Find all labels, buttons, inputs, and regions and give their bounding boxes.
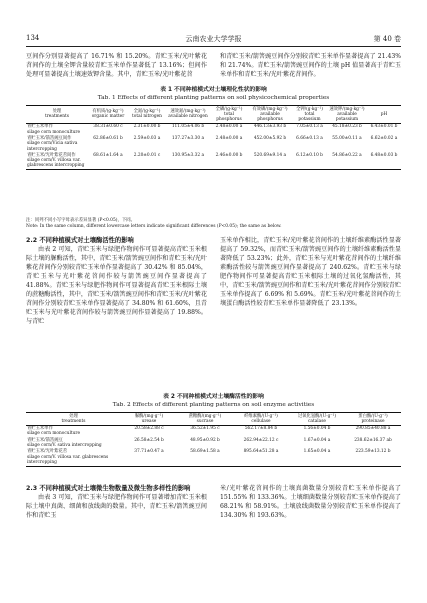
table2-header-3: 纤维素酶/(U·g⁻¹) cellulase [233,413,289,426]
section-heading-2-3: 2.3 不同种植模式对土壤微生物数量及微生物多样性的影响 [26,485,191,492]
table2-header-5: 蛋白酶/(U·g⁻¹) proteinase [345,413,401,426]
table1-header-7: 速效钾/(mg·kg⁻¹) available potassium [327,106,367,124]
table-cell: 6.48±0.03 b [367,152,401,169]
table2-caption: 表 2 不同种植模式对土壤酶活性的影响 Tab. 2 Effects of different planting patterns on soil enzyme activities [112,394,315,408]
table-cell: 137.27±3.30 a [171,135,205,141]
top-right-column [220,52,401,79]
table-cell: 45.18±0.23 b [332,124,362,130]
table-cell: 36.52±1.95 c [190,426,220,432]
table1-note [26,218,401,230]
page-number: 134 [26,34,40,42]
volume-label: 第 40 卷 [373,35,401,43]
row-label: 青贮玉米/光叶紫花苕 silage corn/V. villosa var. glabrescens intercropping [26,449,121,466]
table1-header-5: 有效磷/(mg·kg⁻¹) available phosphorus [248,106,292,124]
table-cell: 26.58±2.54 b [134,437,164,443]
table1-header-1: 有机质/(g·kg⁻¹) organic matter [88,106,128,124]
table-cell: 895.64±51.28 a [233,449,289,466]
table-cell: 6.62±0.02 a [370,135,398,141]
table-row [26,425,401,437]
table-cell: 2.48±0.00 a [215,135,243,141]
row-label: 青贮玉米/箭筈豌豆 silage corn/V. sativa intercropping [27,437,102,448]
table1-header-8: pH [367,106,401,124]
table-cell: 55.00±0.11 a [332,135,362,141]
table-cell: 262.94±22.12 c [243,437,279,443]
header-rule [26,46,401,47]
table-cell: 238.62±16.37 ab [354,437,392,443]
table-cell: 6.66±0.13 a [296,135,323,141]
soil-properties-table [26,105,401,170]
table-cell: 20.58±2.88 c [134,426,164,432]
table-cell: 7.05±0.13 a [296,124,323,130]
table-cell: 2.46±0.00 b [210,152,248,169]
row-label: 青贮玉米/光叶紫花苕间作 silage corn/V. villosa var. glabrescens intercropping [26,152,88,169]
table-cell: 562.17±8.84 b [244,426,278,432]
table-cell: 446.13±3.93 b [253,124,287,130]
table-cell: 520.69±9.14 a [248,152,292,169]
table1-caption: 表 1 不同种植模式对土壤理化性状的影响 Tab. 1 Effects of different planting patterns on soil physicochemical properties [97,87,330,101]
table2-header-1: 脲酶/(mg·g⁻¹) urease [121,413,177,426]
table1-header-0: 处理 treatments [26,106,88,124]
table-cell: 130.95±3.32 a [166,152,210,169]
table-row [26,449,401,466]
table-cell: 2.31±0.00 b [133,124,161,130]
table-cell: 48.95±0.92 b [190,437,220,443]
table-cell: 62.86±0.61 b [93,135,123,141]
table1-header-4: 全磷/(g·kg⁻¹) total phosphorus [210,106,248,124]
table-row [26,135,401,152]
sec23-right-paragraph: 米/光叶紫花苕间作的土壤真菌数量分别较青贮玉米单作提高了 151.55% 和 133.36%。土壤细菌数量分别较青贮玉米单作提高了 68.21% 和 58.91%。土壤放线菌数量分别较青贮玉米单作提高了 134.30% 和 193.63%。 [220,485,401,519]
table1-header-6: 全钾/(g·kg⁻¹) total potassium [292,106,327,124]
table-cell: 2.20±0.01 c [128,152,166,169]
journal-name: 云南农业大学学报 [185,35,242,43]
enzyme-activity-table [26,412,401,467]
table-cell: 290.85±40.88 a [355,426,391,432]
table1-header-3: 速效氮/(mg·kg⁻¹) available nitrogen [166,106,210,124]
row-label: 青贮玉米单作 silage corn monoculture [27,426,81,437]
table-cell: 452.00±5.92 b [253,135,287,141]
table2-header-2: 蔗糖酶/(mg·g⁻¹) sucrase [177,413,233,426]
table1-note-cn: 注：同列不同小写字母表示差异显著 (P<0.05)，下同。 [26,218,136,223]
sec22-right-column [220,236,401,308]
top-left-paragraph: 豆间作分别显著提高了 16.71% 和 15.20%。青贮玉米/光叶紫花苕间作的土壤全钾含量较青贮玉米单作显著低了 13.16%；但间作处理可显著提高土壤速效钾含量。其中，青贮玉米/光叶紫花苕 [26,53,207,78]
table-cell: 1.56±0.04 b [303,426,331,432]
table2-header-4: 过氧化氢酶/(U·g⁻¹) catalase [289,413,345,426]
table2-header-0: 处理 treatments [26,413,121,426]
table-cell: 6.43±0.01 b [370,124,398,130]
sec23-right-column [220,484,401,520]
sec22-left-paragraph: 由表 2 可知，青贮玉米与绿肥作物间作可显著提高青贮玉米根际土壤的脲酶活性，其中，青贮玉米/箭筈豌豆间作和青贮玉米/光叶紫花苕间作分别较青贮玉米单作显著提高了 30.42% 和 85.04%，青贮玉米与光叶紫花苕间作较与箭筈豌豆间作显著提高了 41.88%。青贮玉米与绿肥作物间作可显著提高青贮玉米根际土壤的蔗糖酶活性，其中，青贮玉米/箭筈豌豆间作和青贮玉米/光叶紫花苕间作分别较青贮玉米单作显著提高了 34.80% 和 61.60%，且青贮玉米与光叶紫花苕间作较与箭筈豌豆间作显著提高了 19.88%。与青贮 [26,246,207,325]
sec23-left-paragraph: 由表 3 可知，青贮玉米与绿肥作物间作可显著增加青贮玉米根际土壤中真菌、细菌和放线菌的数量。其中，青贮玉米/箭筈豌豆间作和青贮玉 [26,494,207,519]
table-cell: 37.71±0.47 a [121,449,177,466]
table-cell: 2.48±0.00 a [215,124,243,130]
row-label: 青贮玉米单作 silage corn monoculture [27,124,81,135]
table1-note-en: Note: In the same column, different lowercase letters indicate significant differences (P<0.05); the same as below. [26,224,282,229]
table-cell: 1.67±0.04 a [303,437,331,443]
top-left-column [26,52,207,79]
table-cell: 111.05±4.06 b [171,124,205,130]
table-row [26,152,401,169]
table-cell: 2.59±0.03 a [133,135,161,141]
top-right-paragraph: 和青贮玉米/箭筈豌豆间作分别较青贮玉米单作显著提高了 21.43% 和 21.74%。青贮玉米/箭筈豌豆间作的土壤 pH 值显著高于青贮玉米单作和青贮玉米/光叶紫花苕间作。 [220,53,401,78]
sec22-left-column [26,236,207,326]
table-cell: 68.61±1.64 a [88,152,128,169]
table-cell: 54.86±0.22 a [327,152,367,169]
section-heading-2-2: 2.2 不同种植模式对土壤酶活性的影响 [26,237,134,244]
sec22-right-paragraph: 玉米单作相比，青贮玉米/光叶紫花苕间作的土壤纤维素酶活性显著提高了 59.32%，而青贮玉米/箭筈豌豆间作的土壤纤维素酶活性显著降低了 53.23%；此外，青贮玉米与光叶紫花苕间作的土壤纤维素酶活性较与箭筈豌豆间作显著提高了 240.62%。青贮玉米与绿肥作物间作可显著提高青贮玉米根际土壤的过氧化氢酶活性，其中，青贮玉米/箭筈豌豆间作和青贮玉米/光叶紫花苕间作分别较青贮玉米单作提高了 6.69% 和 5.69%。青贮玉米/光叶紫花苕间作的土壤蛋白酶活性较青贮玉米单作显著降低了 23.13%。 [220,237,401,307]
table-cell: 58.69±1.58 a [177,449,233,466]
running-header [26,34,401,46]
row-label: 青贮玉米/箭筈豌豆间作 silage corn/Vicia sativa intercropping [27,135,78,152]
table-cell: 1.65±0.04 a [289,449,345,466]
table-row [26,437,401,449]
table-cell: 6.12±0.10 b [292,152,327,169]
table-cell: 38.31±0.60 c [93,124,123,130]
sec23-left-column [26,484,207,520]
table1-header-2: 全氮/(g·kg⁻¹) total nitrogen [128,106,166,124]
table-row [26,123,401,135]
table-cell: 223.59±13.12 b [345,449,401,466]
